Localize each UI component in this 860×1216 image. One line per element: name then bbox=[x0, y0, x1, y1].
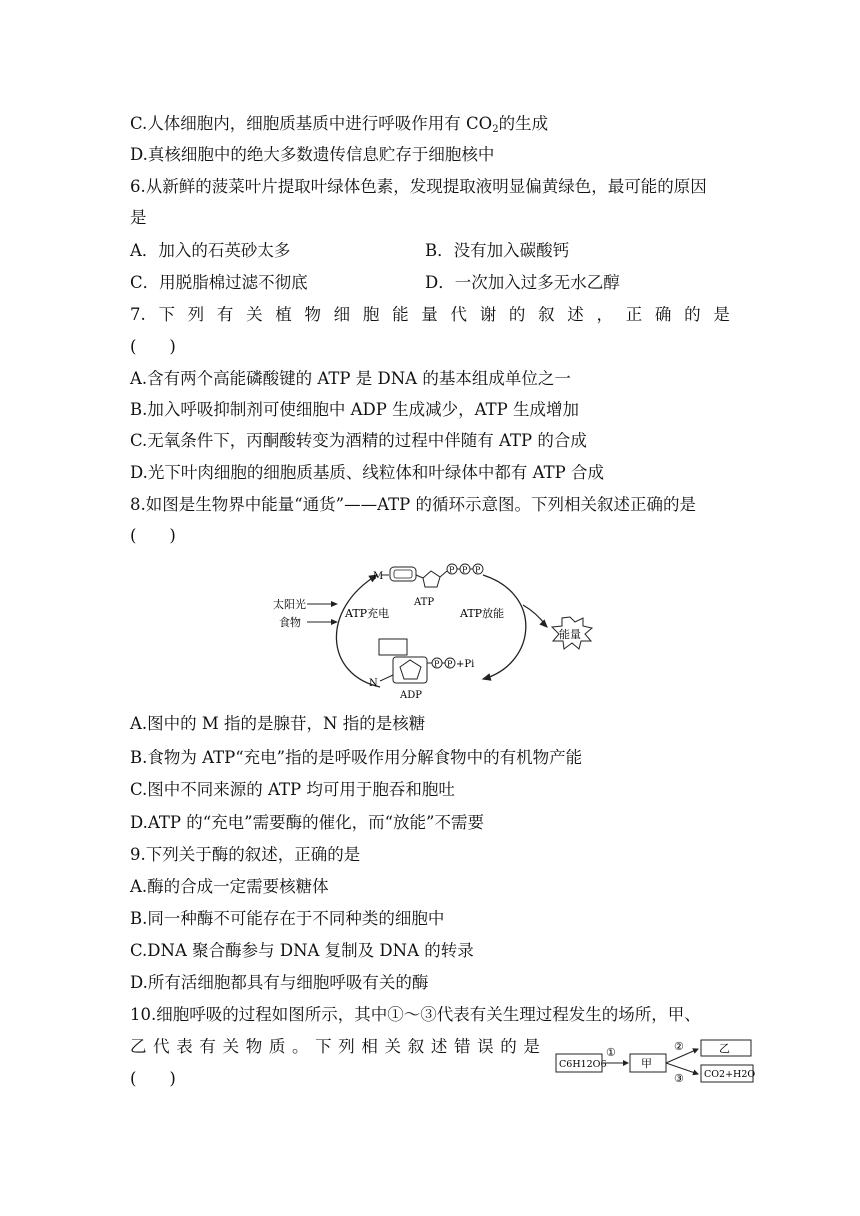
charge-arc bbox=[336, 575, 380, 687]
products-label: CO2+H2O bbox=[704, 1069, 756, 1080]
q7-stem_chars-char: 关 bbox=[246, 305, 263, 324]
q7-stem_chars-char: 是 bbox=[713, 305, 730, 324]
q7-stem_chars-char: 量 bbox=[421, 305, 438, 324]
q8-option-c: C.图中不同来源的 ATP 均可用于胞吞和胞吐 bbox=[130, 780, 455, 799]
q9-option-a: A.酶的合成一定需要核糖体 bbox=[130, 877, 329, 896]
q10-stem2_chars-char: 述 bbox=[430, 1037, 448, 1056]
atp-label: ATP bbox=[414, 597, 435, 608]
q5-option-d: D.真核细胞中的绝大多数遗传信息贮存于细胞核中 bbox=[130, 145, 495, 164]
q10-stem2_chars-char: 误 bbox=[477, 1037, 494, 1056]
q7-option-a: A.含有两个高能磷酸键的 ATP 是 DNA 的基本组成单位之一 bbox=[130, 369, 571, 388]
q8-option-a: A.图中的 M 指的是腺苷，N 指的是核糖 bbox=[130, 714, 426, 733]
q6-option-c: C．用脱脂棉过滤不彻底 bbox=[130, 273, 308, 292]
q10-stem2_chars-char: 相 bbox=[361, 1037, 378, 1056]
q7-stem_chars-char: 的 bbox=[508, 305, 526, 324]
q7-stem_chars-char: 确 bbox=[654, 305, 672, 324]
q7-stem_chars-char: 细 bbox=[333, 305, 351, 324]
q7-stem_chars-char: ， bbox=[596, 305, 613, 324]
q10-stem2_chars-char: 乙 bbox=[130, 1037, 147, 1056]
q10-stem2_chars-char: 关 bbox=[222, 1037, 240, 1056]
q10-stem2_chars-char: 下 bbox=[315, 1037, 332, 1056]
q10-stem2_chars-char: 是 bbox=[523, 1037, 540, 1056]
q10-stem2_chars-char: 表 bbox=[176, 1037, 193, 1056]
q10-stem2_chars-char: 叙 bbox=[407, 1037, 425, 1056]
m-label: M bbox=[373, 571, 384, 582]
energy-label: 能量 bbox=[559, 628, 581, 641]
q5-option-c: C.人体细胞内，细胞质基质中进行呼吸作用有 $CO_2$的生成 bbox=[130, 114, 549, 135]
q8-option-b: B.食物为 ATP“充电”指的是呼吸作用分解食物中的有机物产能 bbox=[130, 748, 583, 767]
q7-stem_chars-char: 代 bbox=[450, 305, 467, 324]
q7-stem_chars-char: 胞 bbox=[362, 305, 380, 324]
q7-stem_chars-char: 的 bbox=[684, 305, 701, 324]
svg-text:P: P bbox=[434, 659, 440, 669]
q6-option-a: A．加入的石英砂太多 bbox=[130, 241, 291, 260]
q7-answer-blank: ( ) bbox=[130, 337, 176, 356]
q6-stem-line1: 6.从新鲜的菠菜叶片提取叶绿体色素，发现提取液明显偏黄绿色，最可能的原因 bbox=[130, 177, 707, 196]
q8-answer-blank: ( ) bbox=[130, 526, 176, 545]
q10-stem-line1: 10.细胞呼吸的过程如图所示，其中①～③代表有关生理过程发生的场所，甲、 bbox=[130, 1005, 701, 1024]
adp-phosphates bbox=[432, 658, 474, 670]
q9-stem: 9.下列关于酶的叙述，正确的是 bbox=[130, 845, 361, 864]
q7-stem_chars-char: 正 bbox=[625, 305, 643, 324]
energy-arrow bbox=[523, 605, 547, 627]
svg-text:P: P bbox=[447, 659, 453, 669]
q7-option-c: C.无氧条件下，丙酮酸转变为酒精的过程中伴随有 ATP 的合成 bbox=[130, 431, 587, 450]
adp-base-box bbox=[379, 639, 407, 655]
q9-option-d: D.所有活细胞都具有与细胞呼吸有关的酶 bbox=[130, 973, 429, 992]
q7-stem_chars-char: 述 bbox=[567, 305, 584, 324]
step2-label: ② bbox=[674, 1040, 684, 1053]
q10-stem2_chars-char: 物 bbox=[245, 1037, 263, 1056]
q7-stem_chars-char: 植 bbox=[275, 305, 292, 324]
q7-stem_chars-char: 物 bbox=[304, 305, 321, 324]
q10-stem2_chars-char: 列 bbox=[338, 1037, 355, 1056]
q7-stem_chars-char: 谢 bbox=[479, 305, 497, 324]
sunlight-label: 太阳光 bbox=[273, 598, 306, 611]
atp-sugar-pentagon bbox=[423, 571, 440, 587]
q7-option-b: B.加入呼吸抑制剂可使细胞中 ADP 生成减少，ATP 生成增加 bbox=[130, 400, 579, 419]
q6-option-d: D．一次加入过多无水乙醇 bbox=[425, 273, 620, 292]
q7-stem_chars-char: 下 bbox=[158, 305, 175, 324]
adp-label: ADP bbox=[400, 690, 422, 701]
release-arc bbox=[483, 575, 526, 679]
q9-option-c: C.DNA 聚合酶参与 DNA 复制及 DNA 的转录 bbox=[130, 941, 474, 960]
q10-stem2_chars-char: 有 bbox=[199, 1037, 216, 1056]
yi-label: 乙 bbox=[719, 1042, 730, 1055]
pi-label: +Pi bbox=[456, 659, 475, 670]
q8-stem: 8.如图是生物界中能量“通货”——ATP 的循环示意图。下列相关叙述正确的是 bbox=[130, 495, 696, 514]
q9-option-b: B.同一种酶不可能存在于不同种类的细胞中 bbox=[130, 909, 445, 928]
atp-phosphates bbox=[447, 564, 483, 575]
charge-label: ATP充电 bbox=[345, 607, 390, 620]
q7-stem_chars-char: 列 bbox=[187, 305, 205, 324]
q10-stem2_chars-char: 关 bbox=[384, 1037, 402, 1056]
glucose-label: C6H12O6 bbox=[559, 1059, 607, 1070]
q7-stem_chars-char: 能 bbox=[392, 305, 409, 324]
respiration-diagram bbox=[553, 1036, 758, 1086]
svg-text:P: P bbox=[475, 565, 481, 575]
q6-stem-line2: 是 bbox=[130, 208, 147, 227]
jia-label: 甲 bbox=[641, 1057, 652, 1070]
q7-option-d: D.光下叶肉细胞的细胞质基质、线粒体和叶绿体中都有 ATP 合成 bbox=[130, 463, 604, 482]
q10-answer-blank: ( ) bbox=[130, 1069, 176, 1088]
step3-label: ③ bbox=[674, 1072, 684, 1085]
q10-stem2_chars-char: 质 bbox=[268, 1037, 286, 1056]
q10-stem2_chars-char: 代 bbox=[153, 1037, 170, 1056]
q10-stem2_chars-char: 的 bbox=[500, 1037, 517, 1056]
q10-stem-line2 bbox=[130, 1036, 540, 1058]
svg-text:P: P bbox=[462, 565, 468, 575]
release-label: ATP放能 bbox=[460, 607, 505, 620]
step1-label: ① bbox=[606, 1046, 616, 1059]
atp-cycle-diagram bbox=[265, 555, 605, 705]
q7-stem_chars-char: 叙 bbox=[538, 305, 555, 324]
q6-option-b: B．没有加入碳酸钙 bbox=[425, 241, 570, 260]
svg-text:P: P bbox=[449, 565, 455, 575]
q7-stem_chars-char: 7. bbox=[130, 305, 146, 324]
q8-option-d: D.ATP 的“充电”需要酶的催化，而“放能”不需要 bbox=[130, 813, 484, 832]
q10-stem2_chars-char: 。 bbox=[291, 1037, 309, 1056]
n-label: N bbox=[369, 678, 378, 689]
food-label: 食物 bbox=[279, 616, 301, 629]
q10-stem2_chars-char: 错 bbox=[453, 1037, 471, 1056]
q7-stem bbox=[130, 304, 730, 326]
q7-stem_chars-char: 有 bbox=[216, 305, 234, 324]
